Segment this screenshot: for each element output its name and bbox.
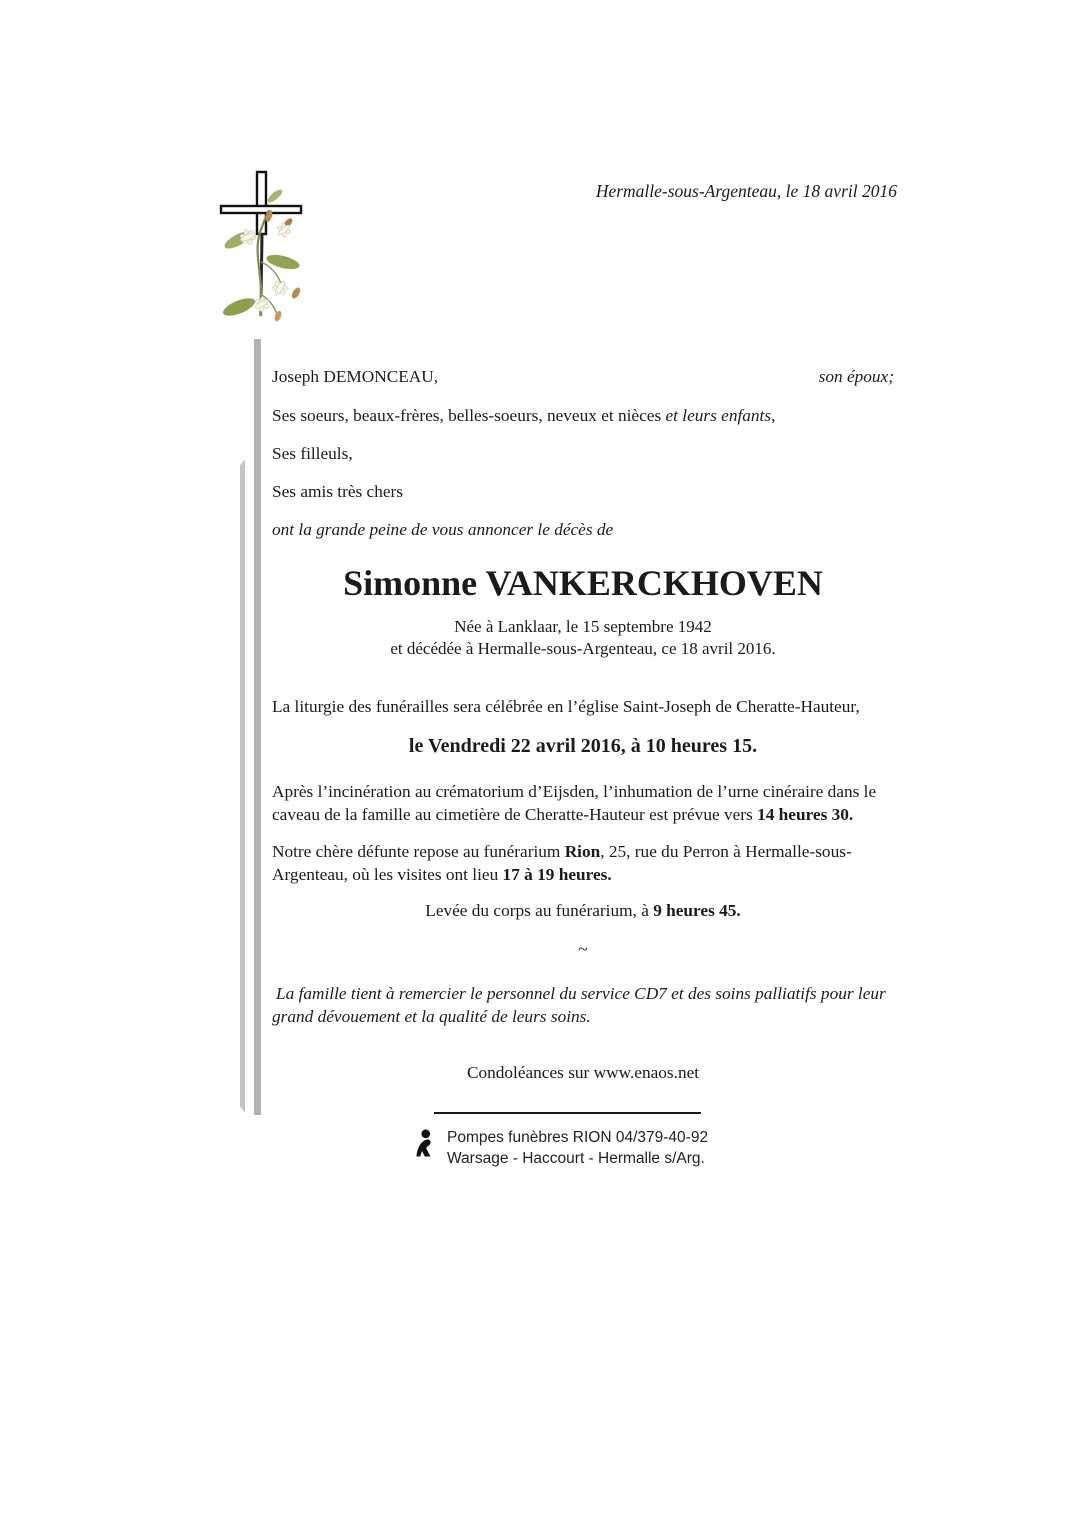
rion-logo-icon bbox=[413, 1129, 434, 1157]
godchildren-line: Ses filleuls, bbox=[272, 444, 353, 463]
condolences-line: Condoléances sur www.enaos.net bbox=[466, 1063, 700, 1082]
cremation-paragraph bbox=[272, 781, 894, 826]
death-line: et décédée à Hermalle-sous-Argenteau, ce 18 avril 2016. bbox=[390, 639, 776, 658]
husband-line bbox=[272, 366, 894, 389]
deceased-name: Simonne VANKERCKHOVEN bbox=[343, 563, 823, 603]
dateline: Hermalle-sous-Argenteau, le 18 avril 2016 bbox=[595, 181, 897, 201]
liturgy-line: La liturgie des funérailles sera célébrée en l’église Saint-Joseph de Cheratte-Hauteur, bbox=[272, 697, 860, 716]
footer-contact bbox=[447, 1127, 708, 1169]
ceremony-datetime: le Vendredi 22 avril 2016, à 10 heures 15. bbox=[408, 735, 758, 757]
friends-line: Ses amis très chers bbox=[272, 482, 404, 501]
visitation-hours: 17 à 19 heures. bbox=[502, 864, 612, 884]
footer-locations-line: Warsage - Haccourt - Hermalle s/Arg. bbox=[447, 1150, 705, 1167]
footer-company-line: Pompes funèbres RION 04/379-40-92 bbox=[447, 1129, 709, 1146]
decorative-ribbon-outer bbox=[240, 459, 245, 1113]
decorative-ribbon-inner bbox=[254, 339, 261, 1115]
announcement-line: ont la grande peine de vous annoncer le décès de bbox=[272, 520, 614, 539]
relatives-children-text: et leurs enfants, bbox=[661, 406, 776, 425]
husband-name: Joseph DEMONCEAU, bbox=[272, 367, 439, 386]
footer-divider bbox=[434, 1112, 701, 1114]
visitation-text-2: , 25, rue du Perron à Hermalle-sous-Argenteau, où les visites ont lieu bbox=[272, 842, 852, 884]
husband-relation: son époux; bbox=[818, 367, 894, 386]
cross-and-flowers-icon bbox=[212, 166, 314, 338]
removal-line bbox=[272, 900, 894, 923]
cremation-time: 14 heures 30. bbox=[757, 804, 854, 824]
visitation-paragraph bbox=[272, 841, 894, 886]
removal-text: Levée du corps au funérarium, à bbox=[425, 901, 654, 920]
relatives-text: Ses soeurs, beaux-frères, belles-soeurs, neveux et nièces bbox=[272, 406, 662, 425]
visitation-text-1: Notre chère défunte repose au funérarium bbox=[272, 842, 565, 861]
tilde-separator: ~ bbox=[578, 939, 588, 959]
relatives-line bbox=[272, 405, 894, 428]
funeral-home-name: Rion bbox=[564, 842, 601, 861]
thanks-paragraph: La famille tient à remercier le personnel du service CD7 et des soins palliatifs pour leur grand dévouement et la qualité de leurs soins. bbox=[272, 984, 886, 1026]
cremation-text: Après l’incinération au crématorium d’Eijsden, l’inhumation de l’urne cinéraire dans le caveau de la famille au cimetière de Cheratte-Hauteur est prévue vers bbox=[272, 782, 877, 824]
removal-time: 9 heures 45. bbox=[653, 901, 741, 920]
birth-line: Née à Lanklaar, le 15 septembre 1942 bbox=[454, 617, 712, 636]
